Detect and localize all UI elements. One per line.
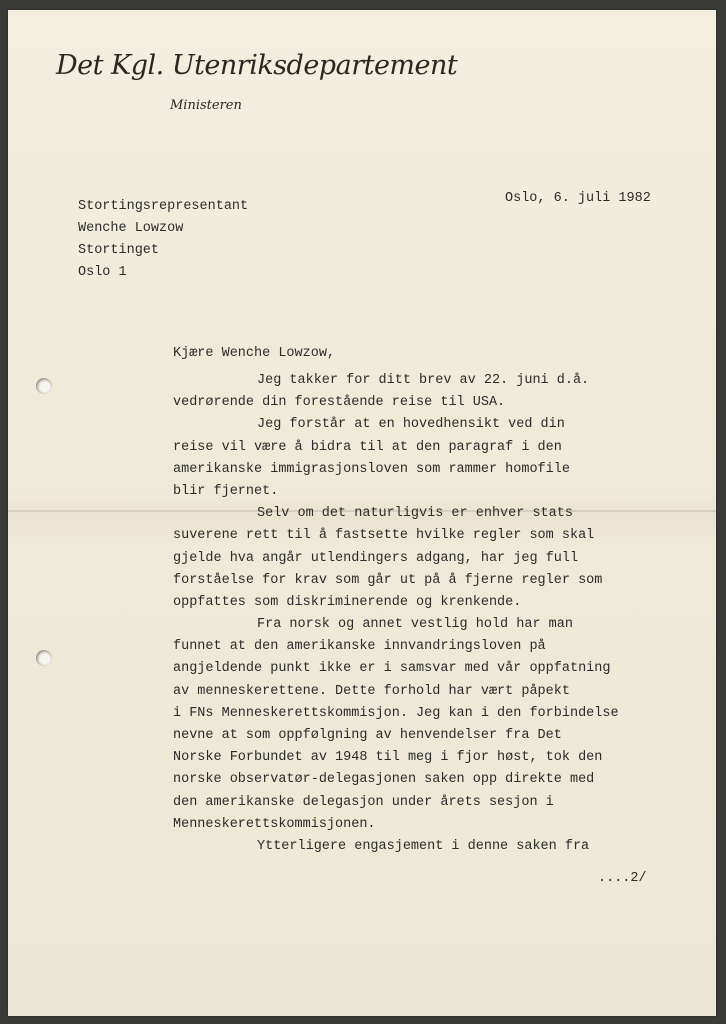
body-line: nevne at som oppfølgning av henvendelser fra Det xyxy=(173,728,562,743)
body-line: oppfattes som diskriminerende og krenkende. xyxy=(173,594,522,610)
letter-date: Oslo, 6. juli 1982 xyxy=(505,191,651,206)
body-line: Menneskerettskommisjonen. xyxy=(173,816,376,832)
recipient-line: Oslo 1 xyxy=(78,265,127,280)
recipient-line: Stortinget xyxy=(78,243,160,258)
recipient-address xyxy=(78,196,248,284)
punch-hole-bottom xyxy=(36,650,52,666)
body-line: Jeg forstår at en hovedhensikt ved din xyxy=(257,417,565,433)
body-line: reise vil være å bidra til at den paragraf i den xyxy=(173,439,562,455)
recipient-line: Stortingsrepresentant xyxy=(78,199,249,214)
body-line: gjelde hva angår utlendingers adgang, har jeg full xyxy=(173,550,579,566)
body-line: Ytterligere engasjement i denne saken fra xyxy=(257,838,590,854)
punch-hole-top xyxy=(36,378,52,394)
body-line: av menneskerettene. Dette forhold har vært påpekt xyxy=(173,683,570,699)
body-line: den amerikanske delegasjon under årets sesjon i xyxy=(173,794,554,810)
body-line: vedrørende din forestående reise til USA. xyxy=(173,395,506,411)
body-line: Selv om det naturligvis er enhver stats xyxy=(257,506,573,522)
recipient-line: Wenche Lowzow xyxy=(78,221,184,236)
body-line: Jeg takker for ditt brev av 22. juni d.å. xyxy=(257,373,590,388)
body-line: Norske Forbundet av 1948 til meg i fjor høst, tok den xyxy=(173,750,603,766)
body-line: angjeldende punkt ikke er i samsvar med vår oppfatning xyxy=(173,661,611,677)
body-line: norske observatør-delegasjonen saken opp direkte med xyxy=(173,772,595,788)
salutation: Kjære Wenche Lowzow, xyxy=(173,346,336,361)
letter-body xyxy=(173,370,619,858)
body-line: funnet at den amerikanske innvandringsloven på xyxy=(173,639,546,655)
body-line: Fra norsk og annet vestlig hold har man xyxy=(257,617,573,633)
page-continuation: ....2/ xyxy=(598,871,647,886)
letter-page xyxy=(8,10,716,1016)
body-line: i FNs Menneskerettskommisjon. Jeg kan i den forbindelse xyxy=(173,705,619,721)
body-line: amerikanske immigrasjonsloven som rammer homofile xyxy=(173,461,570,477)
body-line: forståelse for krav som går ut på å fjerne regler som xyxy=(173,572,603,588)
body-line: suverene rett til å fastsette hvilke regler som skal xyxy=(173,528,595,544)
body-line: blir fjernet. xyxy=(173,483,279,499)
letterhead-sender: Ministeren xyxy=(170,98,242,113)
letterhead-organization: Det Kgl. Utenriksdepartement xyxy=(56,50,458,81)
